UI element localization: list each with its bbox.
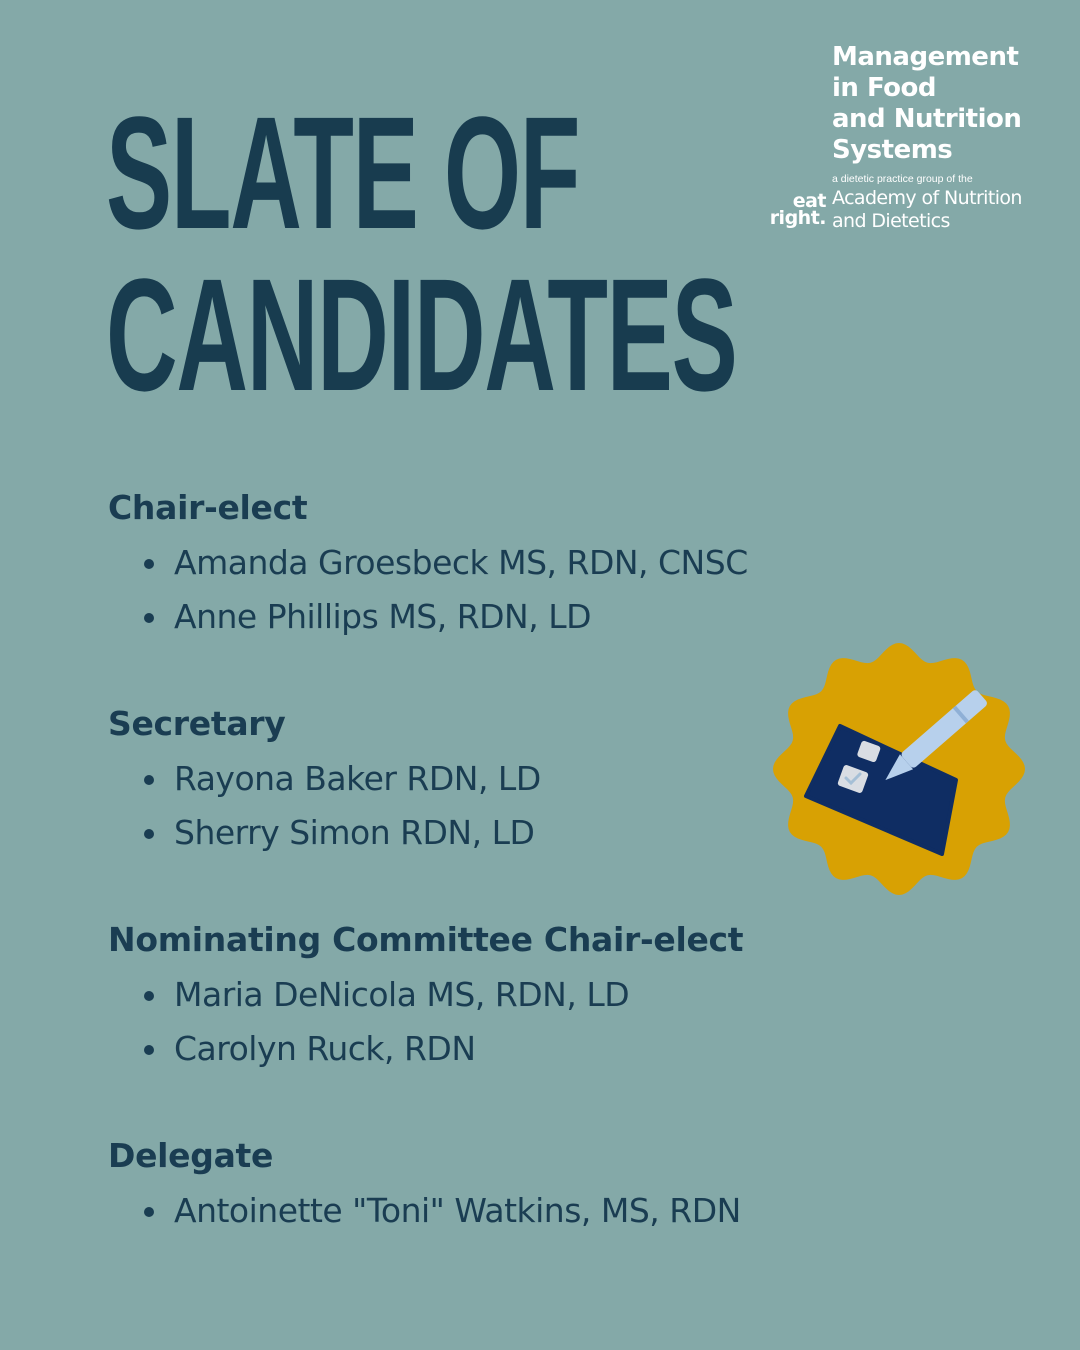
organization-logo	[760, 42, 1050, 233]
candidate-name: Rayona Baker RDN, LD	[174, 759, 541, 798]
candidate-name: Carolyn Ruck, RDN	[174, 1029, 476, 1068]
section-heading: Chair-elect	[108, 488, 308, 527]
candidate-item	[108, 968, 743, 1022]
bullet-icon	[144, 559, 154, 569]
candidate-item	[108, 752, 541, 806]
dpg-name	[832, 42, 1050, 166]
candidate-list	[108, 752, 541, 860]
dpg-name-line: Systems	[832, 135, 953, 165]
eatright-line: eat	[792, 190, 826, 212]
ballot-vote-icon	[770, 640, 1028, 898]
candidate-item	[108, 536, 748, 590]
section-heading: Delegate	[108, 1136, 274, 1175]
candidate-name: Maria DeNicola MS, RDN, LD	[174, 975, 630, 1014]
candidate-list	[108, 968, 743, 1076]
candidate-list	[108, 1184, 741, 1238]
ballot-badge	[770, 640, 1028, 898]
candidate-name: Anne Phillips MS, RDN, LD	[174, 597, 592, 636]
academy-line: Academy of Nutrition	[832, 187, 1022, 209]
eatright-line: right.	[769, 207, 826, 229]
academy-line: and Dietetics	[832, 210, 950, 232]
candidate-name: Amanda Groesbeck MS, RDN, CNSC	[174, 543, 748, 582]
section-chair-elect	[108, 488, 748, 644]
section-nominating-committee-chair-elect	[108, 920, 743, 1076]
page-title	[106, 83, 737, 424]
logo-tagline: a dietetic practice group of the	[832, 173, 973, 185]
title-line-1: SLATE OF	[106, 83, 580, 262]
section-heading: Nominating Committee Chair-elect	[108, 920, 744, 959]
candidate-list	[108, 536, 748, 644]
candidate-name: Sherry Simon RDN, LD	[174, 813, 535, 852]
title-line-2: CANDIDATES	[106, 245, 737, 424]
section-heading: Secretary	[108, 704, 286, 743]
bullet-icon	[144, 991, 154, 1001]
dpg-name-line: Management	[832, 42, 1019, 72]
section-delegate	[108, 1136, 741, 1238]
bullet-icon	[144, 613, 154, 623]
bullet-icon	[144, 1207, 154, 1217]
section-secretary	[108, 704, 541, 860]
candidate-item	[108, 1022, 743, 1076]
eatright-logo	[760, 190, 826, 229]
bullet-icon	[144, 1045, 154, 1055]
candidate-item	[108, 1184, 741, 1238]
candidate-name: Antoinette "Toni" Watkins, MS, RDN	[174, 1191, 741, 1230]
candidate-item	[108, 806, 541, 860]
dpg-name-line: and Nutrition	[832, 104, 1022, 134]
academy-name	[832, 187, 1022, 233]
candidate-item	[108, 590, 748, 644]
dpg-name-line: in Food	[832, 73, 937, 103]
bullet-icon	[144, 829, 154, 839]
bullet-icon	[144, 775, 154, 785]
